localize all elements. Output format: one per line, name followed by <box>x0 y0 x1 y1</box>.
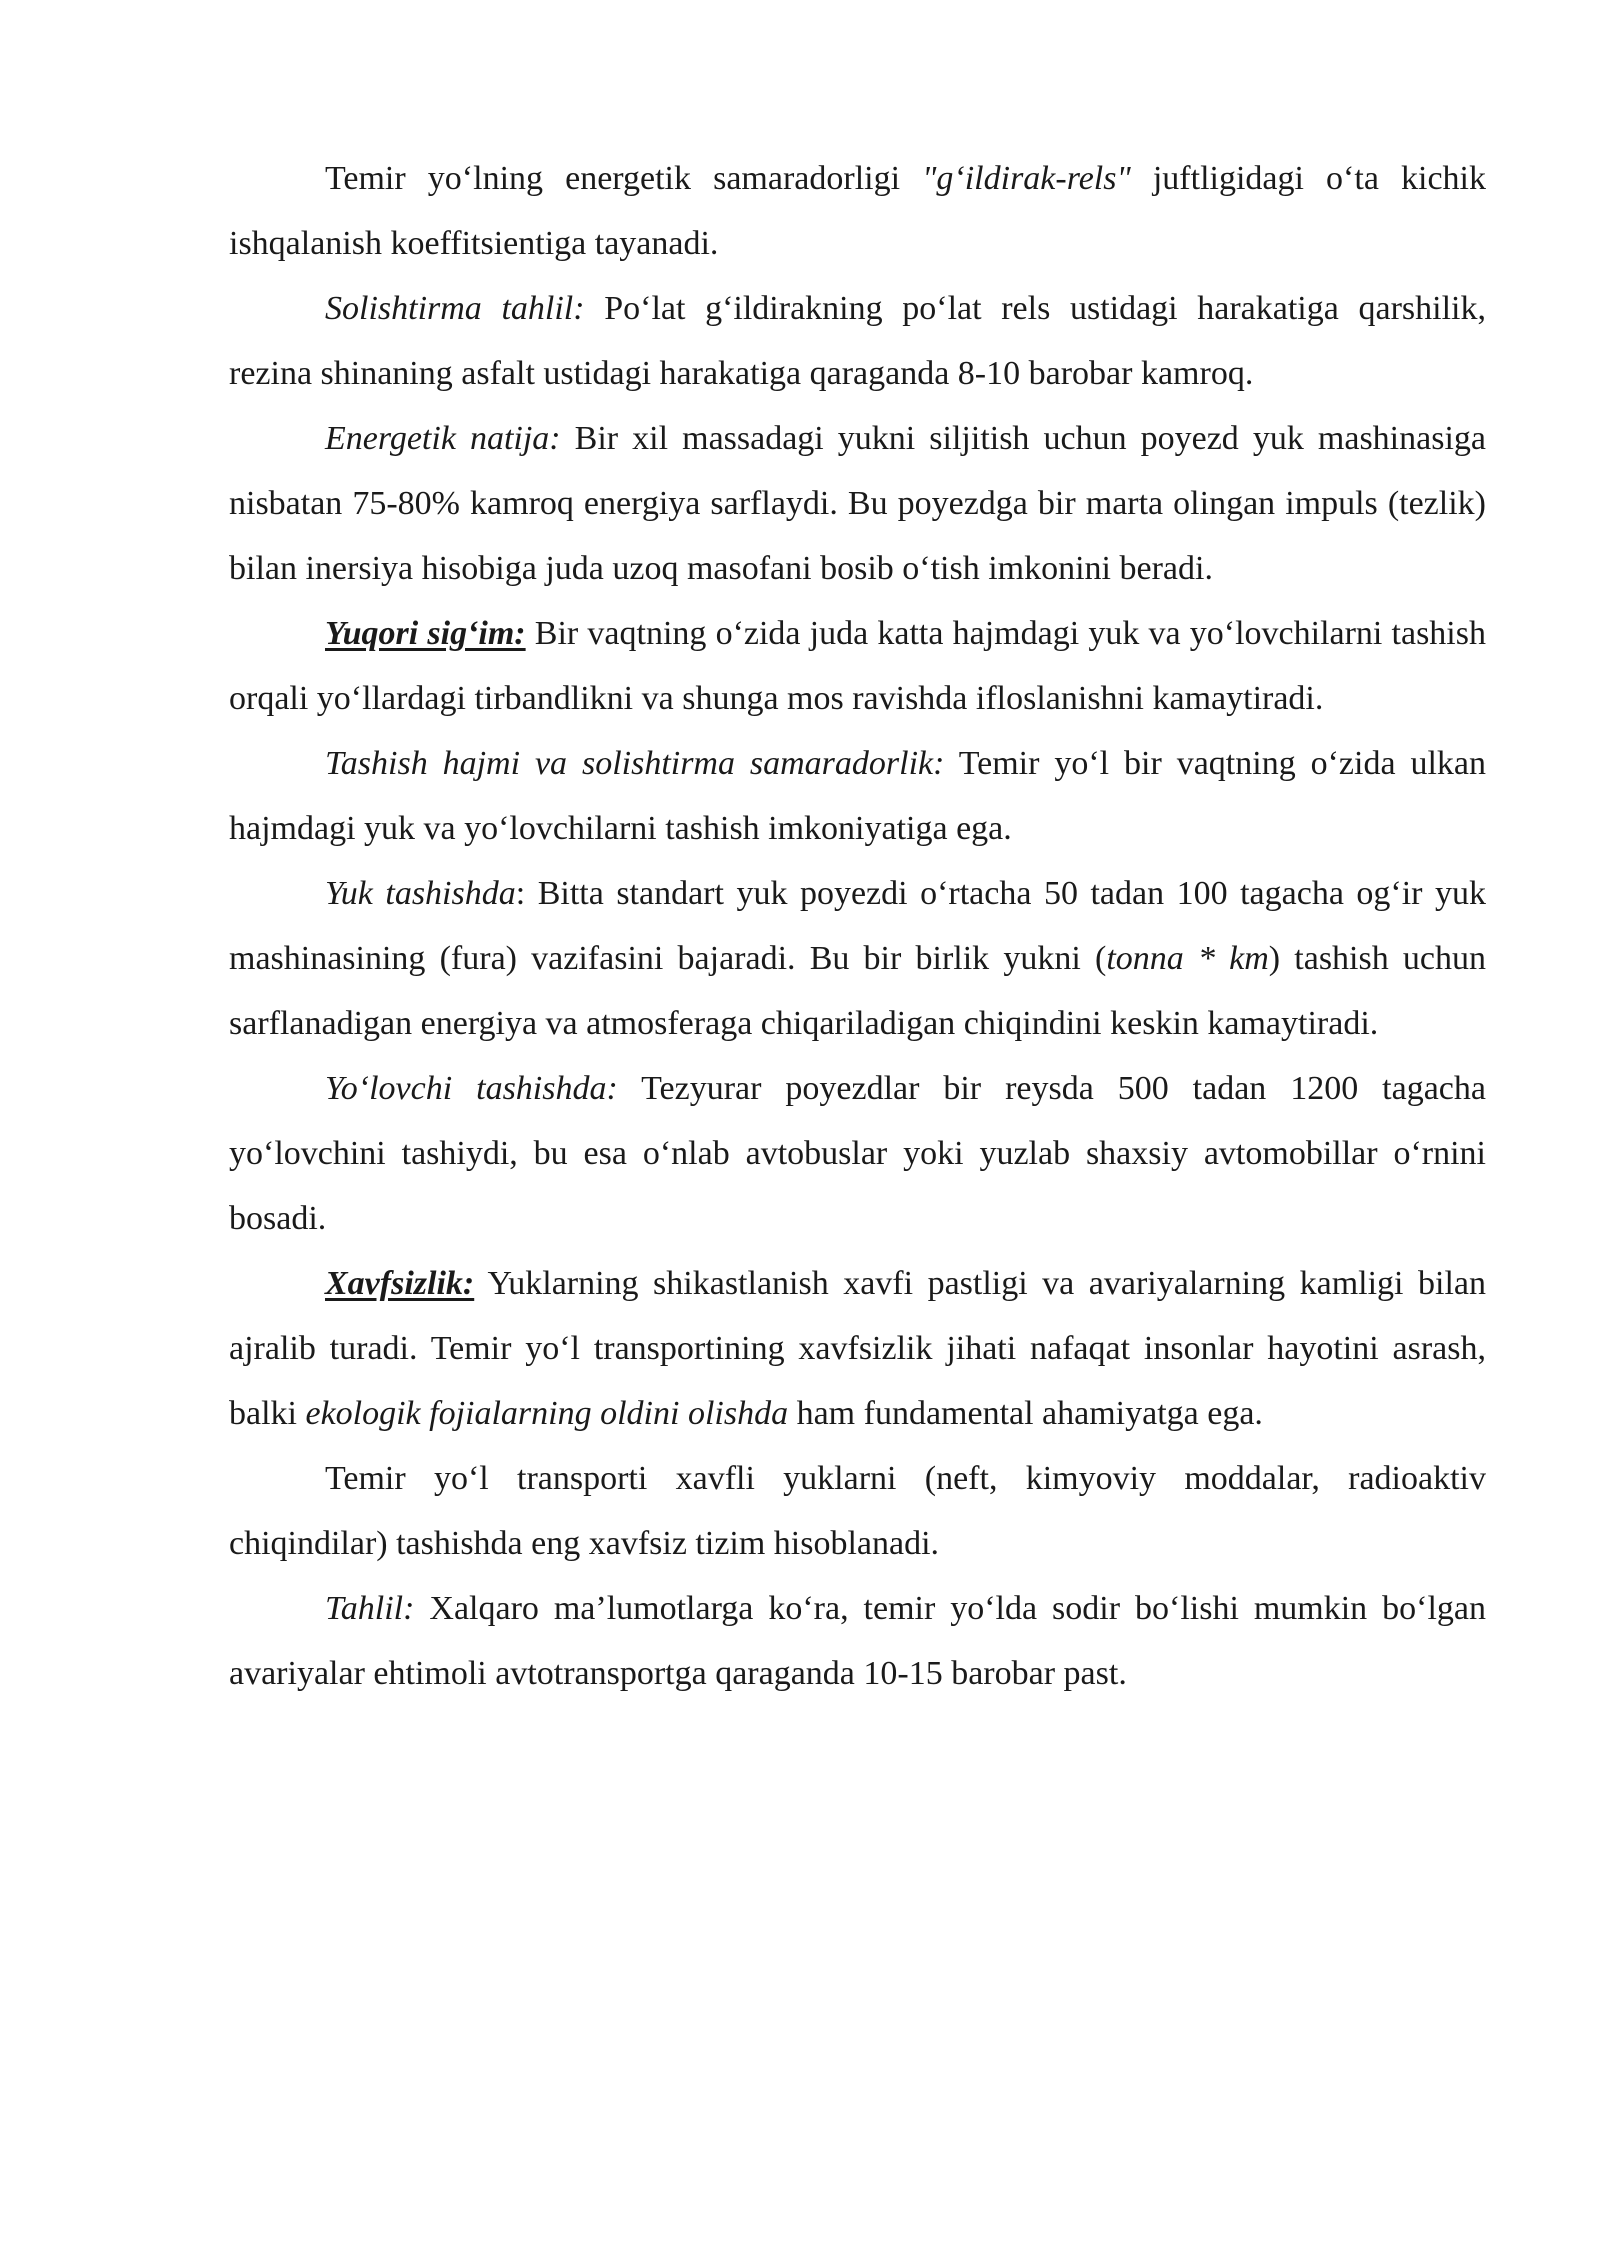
paragraph-lead-label: Yo‘lovchi tashishda: <box>325 1070 618 1107</box>
text-run: juftligidagi o‘ta kichik ishqalanish koeffitsientiga tayanadi. <box>229 160 1486 262</box>
text-run: ) tashish uchun sarflanadigan energiya va atmosferaga chiqariladigan chiqindini keskin kamaytiradi. <box>229 940 1487 1042</box>
text-run: Yuklarning shikastlanish xavfi pastligi va avariyalarning kamligi bilan ajralib turadi. Temir yo‘l transportining xavfsizlik jihati nafaqat insonlar hayotini asrash, balki <box>229 1265 1486 1432</box>
text-run: ham fundamental ahamiyatga ega. <box>788 1395 1263 1432</box>
paragraph-lead-label: Energetik natija: <box>325 420 561 457</box>
text-run-italic: tonna * km <box>1106 940 1269 977</box>
text-run: Temir yo‘lning energetik samaradorligi <box>325 160 923 197</box>
paragraph-energy-result <box>229 406 1486 601</box>
text-run-italic: "g‘ildirak-rels" <box>922 160 1131 197</box>
document-page <box>229 146 1486 1706</box>
text-run: Po‘lat g‘ildirakning po‘lat rels ustidagi harakatiga qarshilik, rezina shinaning asfalt ustidagi harakatiga qaraganda 8-10 barobar kamroq. <box>229 290 1486 392</box>
section-heading: Yuqori sig‘im: <box>325 615 526 652</box>
section-heading: Xavfsizlik: <box>325 1265 475 1302</box>
paragraph-safety <box>229 1251 1486 1446</box>
paragraph-analysis <box>229 1576 1486 1706</box>
paragraph-lead-label: Tahlil: <box>325 1590 415 1627</box>
paragraph-lead-label: Solishtirma tahlil: <box>325 290 585 327</box>
paragraph-energy-efficiency <box>229 146 1486 276</box>
text-run: : Bitta standart yuk poyezdi o‘rtacha 50 tadan 100 tagacha og‘ir yuk mashinasining (fura) vazifasini bajaradi. Bu bir birlik yukni ( <box>229 875 1487 977</box>
text-run: Temir yo‘l transporti xavfli yuklarni (neft, kimyoviy moddalar, radioaktiv chiqindilar) tashishda eng xavfsiz tizim hisoblanadi. <box>229 1460 1486 1562</box>
text-run: Xalqaro ma’lumotlarga ko‘ra, temir yo‘lda sodir bo‘lishi mumkin bo‘lgan avariyalar ehtimoli avtotransportga qaraganda 10-15 barobar past. <box>229 1590 1486 1692</box>
paragraph-hazardous-cargo <box>229 1446 1486 1576</box>
text-run: Bir vaqtning o‘zida juda katta hajmdagi yuk va yo‘lovchilarni tashish orqali yo‘llardagi tirbandlikni va shunga mos ravishda ifloslanishni kamaytiradi. <box>229 615 1486 717</box>
paragraph-lead-label: Yuk tashishda <box>325 875 516 912</box>
text-run: Temir yo‘l bir vaqtning o‘zida ulkan hajmdagi yuk va yo‘lovchilarni tashish imkoniyatiga ega. <box>229 745 1486 847</box>
paragraph-passenger <box>229 1056 1486 1251</box>
paragraph-comparative-analysis <box>229 276 1486 406</box>
paragraph-lead-label: Tashish hajmi va solishtirma samaradorlik: <box>325 745 945 782</box>
text-run: Tezyurar poyezdlar bir reysda 500 tadan 1200 tagacha yo‘lovchini tashiydi, bu esa o‘nlab avtobuslar yoki yuzlab shaxsiy avtomobillar o‘rnini bosadi. <box>229 1070 1486 1237</box>
text-run: Bir xil massadagi yukni siljitish uchun poyezd yuk mashinasiga nisbatan 75-80% kamroq energiya sarflaydi. Bu poyezdga bir marta olingan impuls (tezlik) bilan inersiya hisobiga juda uzoq masofani bosib o‘tish imkonini beradi. <box>229 420 1486 587</box>
paragraph-high-capacity <box>229 601 1486 731</box>
text-run-italic: ekologik fojialarning oldini olishda <box>305 1395 789 1432</box>
paragraph-transport-volume <box>229 731 1486 861</box>
paragraph-freight <box>229 861 1486 1056</box>
